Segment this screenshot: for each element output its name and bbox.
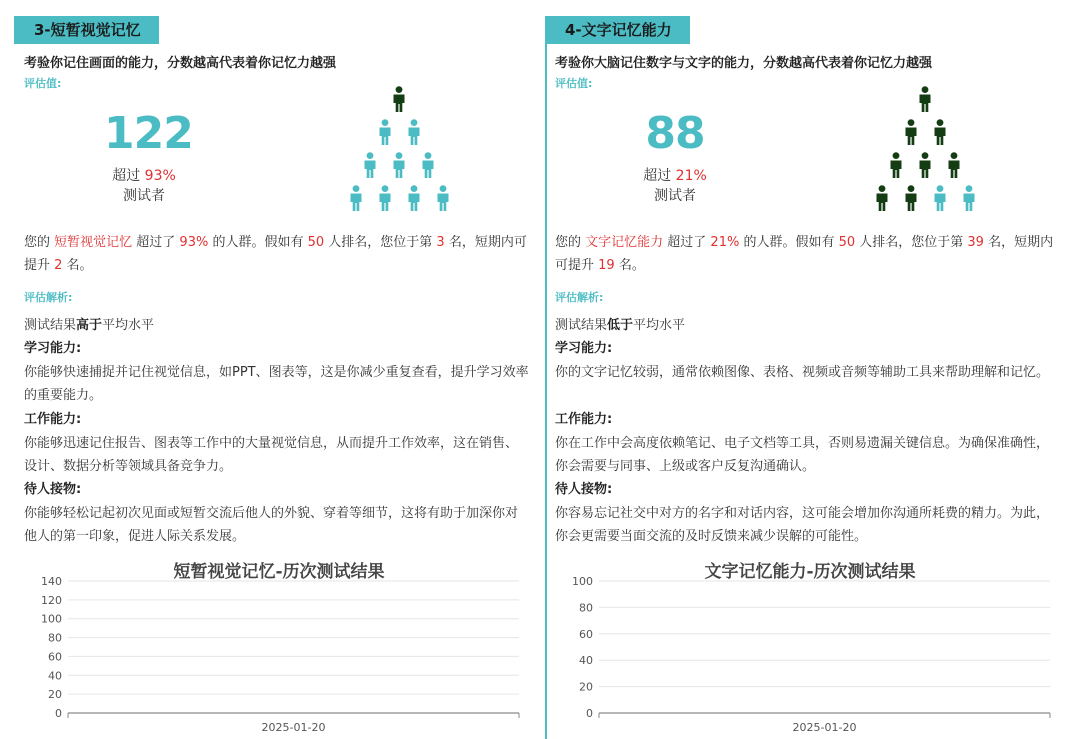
- work-title: 工作能力:: [555, 412, 613, 427]
- learn-text: 你的文字记忆较弱，通常依赖图像、表格、视频或音频等辅助工具来帮助理解和记忆。: [555, 365, 1050, 380]
- y-tick-label: 20: [579, 680, 593, 694]
- person-icon: [962, 185, 976, 211]
- pct-prefix: 超过: [112, 168, 145, 184]
- person-icon: [436, 185, 450, 211]
- summary-total: 50: [838, 235, 856, 250]
- result-line: [24, 314, 529, 337]
- result-line: [555, 314, 1060, 337]
- person-icon: [392, 86, 406, 112]
- history-chart: [545, 555, 1065, 739]
- person-icon: [889, 152, 903, 178]
- summary-rank: 3: [436, 235, 445, 250]
- section-tag: 3-短暂视觉记忆: [14, 16, 159, 44]
- summary-improve: 19: [598, 258, 615, 273]
- person-icon: [407, 119, 421, 145]
- chart-svg: [14, 555, 534, 739]
- chart-title: 文字记忆能力-历次测试结果: [704, 562, 916, 582]
- person-icon: [904, 185, 918, 211]
- summary-p6: 名。: [62, 258, 93, 273]
- summary-p3: 的人群。假如有: [739, 235, 839, 250]
- summary-p1: 您的: [24, 235, 55, 250]
- person-icon: [918, 86, 932, 112]
- summary-ability: 短暂视觉记忆: [54, 235, 133, 250]
- chart-title: 短暂视觉记忆-历次测试结果: [173, 562, 385, 582]
- y-tick-label: 120: [41, 593, 62, 607]
- y-tick-label: 60: [48, 650, 62, 664]
- x-tick-label: 2025-01-20: [792, 721, 857, 734]
- y-tick-label: 40: [48, 669, 62, 683]
- section-description: 考验你记住画面的能力，分数越高代表着你记忆力越强: [24, 56, 337, 71]
- chart-svg: [545, 555, 1065, 739]
- person-icon: [378, 119, 392, 145]
- person-icon: [349, 185, 363, 211]
- result-level: 高于: [76, 318, 103, 333]
- social-title: 待人接物:: [24, 482, 82, 497]
- summary-p2: 超过了: [132, 235, 180, 250]
- learn-title: 学习能力:: [555, 341, 613, 356]
- work-text: 你在工作中会高度依赖笔记、电子文档等工具，否则易遗漏关键信息。为确保准确性，你会需要与同事、上级或客户反复沟通确认。: [555, 436, 1050, 474]
- y-tick-label: 40: [579, 654, 593, 668]
- summary-improve: 2: [54, 258, 63, 273]
- person-icon: [378, 185, 392, 211]
- section-tag: 4-文字记忆能力: [545, 16, 690, 44]
- section-text-memory: [545, 0, 1065, 739]
- eval-label: 评估值:: [24, 77, 62, 90]
- social-text: 你能够轻松记起初次见面或短暂交流后他人的外貌、穿着等细节，这将有助于加深你对他人的第一印象，促进人际关系发展。: [24, 506, 519, 544]
- eval-label: 评估值:: [555, 77, 593, 90]
- person-icon: [947, 152, 961, 178]
- social-text: 你容易忘记社交中对方的名字和对话内容，这可能会增加你沟通所耗费的精力。为此，你会更需要当面交流的及时反馈来减少误解的可能性。: [555, 506, 1050, 544]
- percentile-line: [94, 165, 194, 185]
- summary-ability: 文字记忆能力: [585, 235, 664, 250]
- y-tick-label: 80: [48, 631, 62, 645]
- y-tick-label: 140: [41, 575, 62, 588]
- percentile-value: 21%: [675, 168, 707, 184]
- person-icon: [407, 185, 421, 211]
- x-tick-label: 2025-01-20: [261, 721, 326, 734]
- summary-rank: 39: [967, 235, 984, 250]
- person-pyramid: [860, 86, 990, 220]
- percentile-value: 93%: [144, 168, 176, 184]
- social-title: 待人接物:: [555, 482, 613, 497]
- summary-p4: 人排名，您位于第: [855, 235, 968, 250]
- person-icon: [363, 152, 377, 178]
- summary-p2: 超过了: [663, 235, 711, 250]
- summary-text: [555, 231, 1060, 277]
- testers-label: 测试者: [123, 188, 165, 204]
- testers-label: 测试者: [654, 188, 696, 204]
- work-title: 工作能力:: [24, 412, 82, 427]
- learn-title: 学习能力:: [24, 341, 82, 356]
- summary-p5: 名，短期内可提升: [24, 235, 527, 273]
- summary-pct: 21%: [710, 235, 740, 250]
- analysis-label: 评估解析:: [24, 291, 73, 304]
- result-suffix: 平均水平: [102, 318, 155, 333]
- y-tick-label: 60: [579, 627, 593, 641]
- summary-p4: 人排名，您位于第: [324, 235, 437, 250]
- y-tick-label: 80: [579, 601, 593, 615]
- section-visual-memory: [14, 0, 534, 739]
- person-icon: [392, 152, 406, 178]
- percentile-line: [625, 165, 725, 185]
- person-icon: [904, 119, 918, 145]
- summary-p1: 您的: [555, 235, 586, 250]
- y-tick-label: 0: [55, 707, 62, 720]
- result-suffix: 平均水平: [633, 318, 686, 333]
- summary-total: 50: [307, 235, 325, 250]
- person-pyramid: [334, 86, 464, 220]
- result-prefix: 测试结果: [555, 318, 608, 333]
- result-level: 低于: [607, 318, 634, 333]
- result-prefix: 测试结果: [24, 318, 77, 333]
- person-icon: [421, 152, 435, 178]
- person-icon: [875, 185, 889, 211]
- y-tick-label: 100: [41, 612, 62, 626]
- summary-p5: 名，短期内可提升: [555, 235, 1054, 273]
- person-icon: [918, 152, 932, 178]
- summary-p6: 名。: [614, 258, 645, 273]
- summary-text: [24, 231, 529, 277]
- y-tick-label: 0: [586, 707, 593, 720]
- learn-text: 你能够快速捕捉并记住视觉信息，如PPT、图表等，这是你减少重复查看，提升学习效率的重要能力。: [24, 365, 529, 403]
- score-value: 122: [104, 108, 193, 159]
- analysis-label: 评估解析:: [555, 291, 604, 304]
- y-tick-label: 100: [572, 575, 593, 588]
- history-chart: [14, 555, 534, 739]
- work-text: 你能够迅速记住报告、图表等工作中的大量视觉信息，从而提升工作效率，这在销售、设计、数据分析等领域具备竞争力。: [24, 436, 519, 474]
- y-tick-label: 20: [48, 688, 62, 702]
- score-value: 88: [645, 108, 705, 159]
- person-icon: [933, 185, 947, 211]
- person-icon: [933, 119, 947, 145]
- pct-prefix: 超过: [643, 168, 676, 184]
- section-description: 考验你大脑记住数字与文字的能力，分数越高代表着你记忆力越强: [555, 56, 933, 71]
- summary-p3: 的人群。假如有: [208, 235, 308, 250]
- summary-pct: 93%: [179, 235, 209, 250]
